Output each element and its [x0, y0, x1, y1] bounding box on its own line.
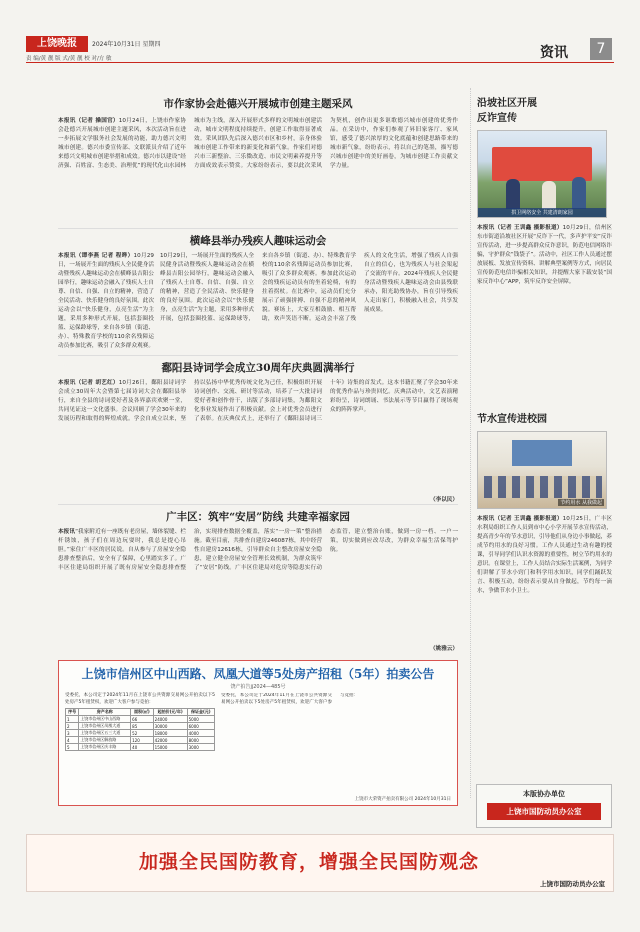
table-row — [66, 744, 215, 751]
table-cell: 8000 — [187, 737, 214, 744]
article-byline: （记者 王训鑫 摄影报道） — [494, 516, 563, 522]
divider — [58, 228, 458, 229]
table-row — [66, 716, 215, 723]
table-cell: 5 — [66, 744, 79, 751]
classroom-photo — [477, 431, 607, 509]
table-cell: 66 — [131, 716, 154, 723]
table-cell: 15000 — [153, 744, 187, 751]
masthead — [0, 0, 640, 62]
table-row — [66, 730, 215, 737]
table-cell: 6000 — [187, 723, 214, 730]
article-title: 市作家协会赴德兴开展城市创建主题采风 — [163, 98, 353, 110]
national-defense-banner — [26, 834, 614, 892]
person-shape — [506, 179, 520, 209]
table-cell: 85 — [131, 723, 154, 730]
article-byline: （记者 王训鑫 摄影报道） — [494, 225, 563, 231]
table-row — [66, 737, 215, 744]
table-cell: 5000 — [187, 716, 214, 723]
table-header: 面积(㎡) — [131, 709, 154, 716]
article-text: “我家附近有一座既有老房屋，墙体裂缝、栏杆锈蚀，孩子们在周边玩耍时，我总是提心吊胆。”家住广丰区的居民说。自从参与了房屋安全隐患排查整治后，安全有了保障，心里踏实多了。广丰区住建局组织开展了既有房屋安全隐患排查整治，实现排查数据全覆盖，落实“一房一策”整治措施。截至目前，共排查自建房246087栋，其中经营性自建房12616栋，引导群众自主整改房屋安全隐患，建立健全房屋安全管理长效机制，为群众筑牢了“安居”防线。广丰区住建局对危房等隐患实行动态监管，建立整治台账，做到一房一档、一户一策，切实做到应改尽改，为群众幸福生活保驾护航。 — [58, 529, 458, 571]
article-body-continued — [160, 252, 458, 350]
page-number: 7 — [590, 38, 612, 60]
staff-credits: 责 编/黄 靓 版 式/黄 靓 校 对/方 敏 — [26, 56, 112, 62]
article-body — [58, 379, 458, 495]
auction-notice — [58, 660, 458, 806]
article-text: 10月26日，鄱阳县诗词学会成立30周年大会暨第七届诗词大会在鄱阳县举行，来自全县的诗词爱好者及各界嘉宾欢聚一堂，共同见证这一文化盛事。会议回顾了学会30年来的发展历程和取得的辉煌成就。学会自成立以来，坚持以弘扬中华优秀传统文化为己任，积极组织开展诗词创作、交流、研讨等活动，培养了一大批诗词爱好者和创作骨干，出版了多部诗词集，为鄱阳文化事业发展作出了积极贡献。会上对优秀会员进行了表彰。在庆典仪式上，还举行了《鄱阳县诗词三十年》诗集的首发式。这本书籍汇聚了学会30年来的优秀作品与珍贵回忆。庆典活动中，文艺表演精彩纷呈，诗词朗诵、书法展示等节目赢得了现场观众的阵阵掌声。 — [58, 380, 458, 422]
auction-intro: 受委托，本公司定于2024年11月在上饶市公共资源交易网公开拍卖以下5处房产5年租赁权，欢迎广大客户参与竞拍： — [65, 693, 215, 705]
article-signature: （姚雅云） — [430, 646, 458, 652]
article-body — [477, 224, 612, 400]
article-text: 10月29日，一场展开生面的残疾人全民健身活动暨残疾人趣味运动会在横峰县吉阳公园举行，趣味运动会融入了残疾人士自尊、自信、自强、自立的精神，营造了全民活动、快乐健身的良好氛围。此次运动会以“快乐健身，点亮生活”为主题，采用多种形式开展，包括套圈投篮、运保龄球等，来自各乡镇（街道、办）、特殊教育学校的110余名残障运动员参加比赛，吸引了众多群众观赛。 — [58, 253, 154, 349]
table-cell: 2 — [66, 723, 79, 730]
newspaper-logo: 上饶晚报 — [26, 36, 88, 52]
photo-caption: 拱卫网络安全 共建清朗家园 — [478, 208, 606, 217]
table-row — [66, 723, 215, 730]
article-title: 节水宣传进校园 — [477, 414, 547, 425]
article-text: 10月24日，上饶市作家协会赴德兴开展城市创建主题采风，本次活动旨在进一步拓展文学服务社会发展的功能，助力德兴文明城市创建。德兴市委宣传部、文联派员介绍了近年来德兴文明城市创建举措和成效。德兴市以建设“经济强、百姓富、生态美、治理优”的现代化山水园林城市为主线，深入开展形式多样的文明城市创建活动，城市文明程度持续提升，创建工作取得显著成效。采风团队先后深入德兴市区和乡村，亲身体验城市创建工作带来的新变化和新气象。作家们对德兴市三新整治、三乐微改造、市民文明素养提升等方面成效表示赞赏。大家纷纷表示，要以此次采风为契机，创作出更多讴歌德兴城市创建的优秀作品。在采访中，作家们参观了昇旧家客厅、家风馆，感受了德兴浓厚的文化底蕴和创建思路带来的城市新气象，纷纷表示，将以自己的笔墨，描写德兴城市创建中的美好画卷，为城市创建工作贡献文学力量。 — [58, 118, 458, 169]
article-text: 10月25日，广丰区水利局组织工作人员到市中心小学开展节水宣传活动，提高青少年的节水意识，引导他们从身边小事做起，养成节约用水的良好习惯。工作人员通过生动有趣的授课，引导同学们认识水资源的重要性，树立节约用水的意识。在课堂上，工作人员结合实际生活案例，为同学们讲解了节水小窍门和科学用水知识，同学们踊跃发言、积极互动，纷纷表示要从自身做起，节约每一滴水，争做节水小卫士。 — [477, 516, 612, 594]
table-cell: 120 — [131, 737, 154, 744]
article-lead: 本报讯 — [477, 516, 495, 522]
table-cell: 52 — [131, 730, 154, 737]
issue-date: 2024年10月31日 星期四 — [92, 41, 161, 48]
auction-terms-text: 受委托，本公司定于2024年11月在上饶市公共资源交易网公开拍卖以下5处房产5年租赁权，欢迎广大客户参与竞拍： — [221, 693, 358, 705]
article-writers-association — [58, 96, 458, 224]
screen-shape — [512, 440, 572, 466]
table-header: 起拍价(元/年) — [153, 709, 187, 716]
table-cell: 上饶市信州区解放路 — [79, 737, 131, 744]
article-title: 鄱阳县诗词学会成立30周年庆典圆满举行 — [161, 362, 355, 374]
article-body — [58, 252, 154, 350]
article-poetry-society — [58, 360, 458, 503]
table-cell: 1 — [66, 716, 79, 723]
article-body — [58, 528, 458, 644]
article-anti-fraud — [477, 94, 612, 400]
person-shape — [542, 181, 556, 209]
table-header: 房产名称 — [79, 709, 131, 716]
table-header: 序号 — [66, 709, 79, 716]
article-text: 10月29日，信州区东市街道沿坡社区开展“反诈下一代，多声护平安”反诈宣传活动，进一步提高群众反诈意识，防范电信网络诈骗，守护群众“钱袋子”。活动中，社区工作人员通过摆放展板、发放宣传资料、讲解典型案例等方式，向居民宣传防范电信诈骗相关知识，并提醒大家下载安装“国家反诈中心”APP，筑牢反诈安全屏障。 — [477, 225, 612, 285]
auction-table — [65, 708, 215, 751]
article-lead: 本报讯 — [58, 118, 76, 124]
article-title: 广丰区：筑牢“安居”防线 共建幸福家园 — [166, 511, 350, 523]
table-cell: 42000 — [153, 737, 187, 744]
article-signature: （李以民） — [430, 497, 458, 503]
table-cell: 4000 — [187, 730, 214, 737]
anti-fraud-photo — [477, 130, 607, 218]
auction-title: 上饶市信州区中山西路、凤凰大道等5处房产招租（5年）拍卖公告 — [81, 667, 435, 681]
divider — [58, 504, 458, 505]
table-cell: 上饶市信州区中山西路 — [79, 716, 131, 723]
article-byline: （谭李燕 记者 程晔） — [75, 253, 134, 259]
table-cell: 上饶市信州区庆丰路 — [79, 744, 131, 751]
table-cell: 30000 — [153, 723, 187, 730]
main-column — [58, 90, 458, 652]
table-cell: 上饶市信州区凤凰大道 — [79, 723, 131, 730]
sponsor-label: 本版协办单位 — [523, 790, 565, 798]
sponsor-box — [476, 784, 612, 828]
banner-board-shape — [492, 147, 592, 181]
table-cell: 上饶市信州区五三大道 — [79, 730, 131, 737]
table-cell: 24000 — [153, 716, 187, 723]
banner-slogan: 加强全民国防教育，增强全民国防观念 — [139, 851, 480, 873]
banner-org: 上饶市国防动员办公室 — [540, 880, 605, 888]
article-water-saving — [477, 410, 612, 815]
article-guangfeng-housing — [58, 509, 458, 652]
article-lead: 本报讯 — [58, 380, 76, 386]
table-cell: 3000 — [187, 744, 214, 751]
article-byline: （记者 操国官） — [75, 118, 119, 124]
table-cell: 4 — [66, 737, 79, 744]
article-text: 10月29日，一场展开生面的残疾人全民健身活动暨残疾人趣味运动会在横峰县吉阳公园举行，趣味运动会融入了残疾人士自尊、自信、自强、自立的精神，营造了全民活动、快乐健身的良好氛围。此次运动会以“快乐健身，点亮生活”为主题，采用多种形式开展，包括套圈投篮、运保龄球等，来自各乡镇（街道、办）、特殊教育学校的110余名残障运动员参加比赛，吸引了众多群众观赛。参加此次运动会的残疾运动员有的坐着轮椅，有的拄着拐杖。在比赛中，运动员们充分展示了顽强拼搏、自强不息的精神风貌。赛场上，大家互相鼓励、相互帮助，欢声笑语不断。运动会丰富了残疾人的文化生活，增强了残疾人自强自立的信心，也为残疾人与社会架起了交流的平台。2024年残疾人全民健身活动暨残疾人趣味运动会由县残联承办，阳光助残协办，旨在引导残疾人走出家门，积极融入社会，共享发展成果。 — [160, 253, 458, 322]
article-lead: 本报讯 — [477, 225, 495, 231]
table-cell: 18000 — [153, 730, 187, 737]
header-divider — [26, 62, 614, 63]
auction-terms — [221, 693, 451, 793]
article-title: 横峰县举办残疾人趣味运动会 — [189, 235, 327, 247]
person-shape — [572, 177, 586, 209]
article-sports-meet — [58, 233, 458, 351]
divider — [58, 355, 458, 356]
students-shape — [484, 476, 602, 498]
article-body — [477, 515, 612, 815]
table-header: 保证金(元) — [187, 709, 214, 716]
article-lead: 本报讯 — [58, 253, 76, 259]
article-byline: （记者 胡艺红） — [75, 380, 119, 386]
photo-caption: 节约用水 从我做起 — [560, 500, 602, 506]
sponsor-name: 上饶市国防动员办公室 — [487, 803, 601, 820]
auction-footer: 上饶市大荣资产拍卖有限公司 2024年10月31日 — [354, 797, 451, 802]
article-lead: 本报讯 — [58, 529, 76, 535]
table-cell: 3 — [66, 730, 79, 737]
auction-number: 饶产拍告jj2024—485号 — [230, 684, 286, 690]
table-header-row — [66, 709, 215, 716]
section-title: 资讯 — [540, 45, 568, 61]
right-column — [470, 88, 612, 798]
table-cell: 40 — [131, 744, 154, 751]
article-body — [58, 117, 458, 221]
article-title-line2: 反诈宣传 — [477, 113, 517, 124]
article-title-line1: 沿坡社区开展 — [477, 98, 537, 109]
